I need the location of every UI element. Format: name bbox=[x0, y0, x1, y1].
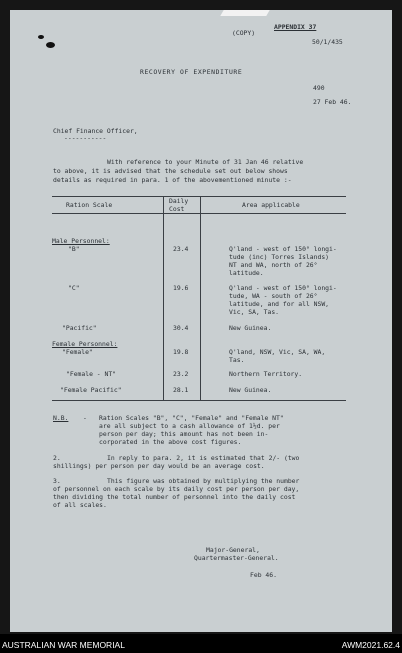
table-column-divider bbox=[163, 196, 164, 401]
note-3-line: of personnel on each scale by its daily cost per person per day, bbox=[53, 485, 300, 493]
table-row-cost: 23.4 bbox=[173, 245, 189, 253]
table-row-cost: 30.4 bbox=[173, 324, 189, 332]
table-row-area: Northern Territory. bbox=[229, 370, 303, 378]
note-2-line: In reply to para. 2, it is estimated that 2/- (two bbox=[107, 454, 300, 462]
table-row-area: tude (inc) Torres Islands) bbox=[229, 253, 330, 261]
table-row-scale: "Female Pacific" bbox=[60, 386, 122, 394]
nb-line: Ration Scales "B", "C", "Female" and "Female NT" bbox=[99, 414, 284, 422]
copy-label: (COPY) bbox=[232, 29, 256, 37]
addressee-underline: ----------- bbox=[64, 134, 107, 142]
punch-hole bbox=[38, 35, 44, 39]
catalogue-number: AWM2021.62.4 bbox=[341, 640, 400, 650]
table-row-area: Q'land - west of 150° longi- bbox=[229, 245, 337, 253]
note-3-number: 3. bbox=[53, 477, 61, 485]
table-row-cost: 19.6 bbox=[173, 284, 189, 292]
note-3-line: This figure was obtained by multiplying the number bbox=[107, 477, 300, 485]
nb-line: corporated in the above cost figures. bbox=[99, 438, 242, 446]
nb-label: N.B. bbox=[53, 414, 69, 422]
appendix-label: APPENDIX 37 bbox=[274, 23, 317, 31]
nb-dash: - bbox=[83, 414, 87, 422]
table-row-scale: "B" bbox=[68, 245, 80, 253]
table-row-area: New Guinea. bbox=[229, 324, 272, 332]
paper-tear bbox=[220, 10, 269, 16]
table-row-cost: 19.8 bbox=[173, 348, 189, 356]
document-title: RECOVERY OF EXPENDITURE bbox=[140, 68, 243, 76]
table-row-area: Q'land, NSW, Vic, SA, WA, bbox=[229, 348, 326, 356]
note-3-line: then dividing the total number of personnel into the daily cost bbox=[53, 493, 296, 501]
table-row-cost: 28.1 bbox=[173, 386, 189, 394]
table-row-area: latitude. bbox=[229, 269, 264, 277]
intro-line: details as required in para. 1 of the abovementioned minute :- bbox=[53, 176, 292, 184]
document-number: 490 bbox=[313, 84, 325, 92]
signature-date: Feb 46. bbox=[250, 571, 277, 579]
institution-name: AUSTRALIAN WAR MEMORIAL bbox=[2, 640, 125, 650]
table-column-divider bbox=[200, 196, 201, 401]
column-header-cost: Cost bbox=[169, 205, 185, 213]
column-header-area: Area applicable bbox=[242, 201, 300, 209]
signature-role: Quartermaster-General. bbox=[194, 554, 279, 562]
document-date: 27 Feb 46. bbox=[313, 98, 352, 106]
table-row-area: NT and WA, north of 26° bbox=[229, 261, 318, 269]
table-row-area: Q'land - west of 150° longi- bbox=[229, 284, 337, 292]
nb-line: are all subject to a cash allowance of 1½d. per bbox=[99, 422, 280, 430]
table-row-scale: "Pacific" bbox=[62, 324, 97, 332]
table-row-area: Tas. bbox=[229, 356, 245, 364]
table-top-rule bbox=[52, 196, 346, 197]
column-header-daily: Daily bbox=[169, 197, 189, 205]
document-page bbox=[10, 10, 392, 632]
table-row-area: Vic, SA, Tas. bbox=[229, 308, 280, 316]
table-row-area: latitude, and for all NSW, bbox=[229, 300, 330, 308]
intro-line: With reference to your Minute of 31 Jan 46 relative bbox=[107, 158, 304, 166]
section-female-personnel: Female Personnel: bbox=[52, 340, 118, 348]
table-bottom-rule bbox=[52, 400, 346, 401]
intro-line: to above, it is advised that the schedule set out below shows bbox=[53, 167, 288, 175]
note-2-number: 2. bbox=[53, 454, 61, 462]
file-reference: 50/1/435 bbox=[312, 38, 343, 46]
column-header-ration-scale: Ration Scale bbox=[66, 201, 113, 209]
table-row-scale: "C" bbox=[68, 284, 80, 292]
note-3-line: of all scales. bbox=[53, 501, 107, 509]
table-row-area: New Guinea. bbox=[229, 386, 272, 394]
punch-hole bbox=[46, 42, 55, 48]
table-row-scale: "Female" bbox=[62, 348, 93, 356]
nb-line: person per day; this amount has not been in- bbox=[99, 430, 269, 438]
section-male-personnel: Male Personnel: bbox=[52, 237, 110, 245]
archive-footer bbox=[0, 634, 402, 653]
note-2-line: shillings) per person per day would be an average cost. bbox=[53, 462, 265, 470]
addressee: Chief Finance Officer, bbox=[53, 127, 138, 135]
table-row-cost: 23.2 bbox=[173, 370, 189, 378]
table-header-rule bbox=[52, 213, 346, 214]
signature-rank: Major-General, bbox=[206, 546, 260, 554]
table-row-area: tude, WA - south of 26° bbox=[229, 292, 318, 300]
table-row-scale: "Female - NT" bbox=[66, 370, 117, 378]
